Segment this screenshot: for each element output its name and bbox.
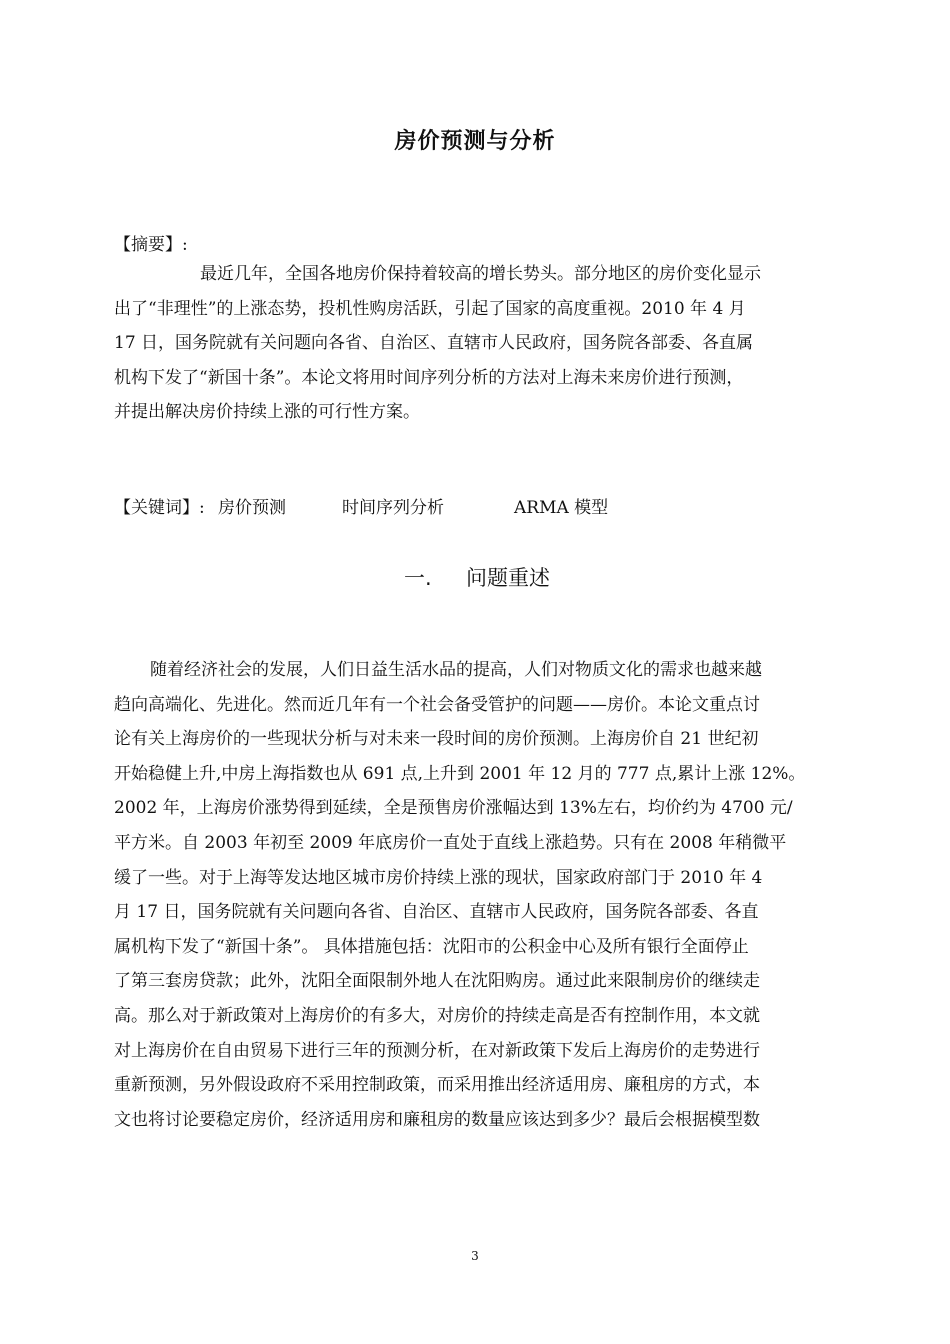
abstract-line: 最近几年，全国各地房价保持着较高的增长势头。部分地区的房价变化显示 xyxy=(200,264,761,284)
keyword-item: 时间序列分析 xyxy=(342,498,444,518)
keywords-label: 【关键词】: xyxy=(114,498,205,518)
section-number: 一. xyxy=(404,566,432,590)
section-heading xyxy=(0,562,950,592)
body-line: 高。那么对于新政策对上海房价的有多大，对房价的持续走高是否有控制作用，本文就 xyxy=(114,1005,760,1026)
page-number: 3 xyxy=(471,1249,479,1263)
abstract-line: 并提出解决房价持续上涨的可行性方案。 xyxy=(114,402,420,423)
document-title: 房价预测与分析 xyxy=(394,129,556,154)
abstract-line: 机构下发了“新国十条”。本论文将用时间序列分析的方法对上海未来房价进行预测， xyxy=(114,367,744,388)
abstract-label: 【摘要】: xyxy=(114,235,188,255)
body-line: 缓了一些。对于上海等发达地区城市房价持续上涨的现状，国家政府部门于 2010 年 4 xyxy=(114,867,763,888)
body-line: 属机构下发了“新国十条”。 具体措施包括：沈阳市的公积金中心及所有银行全面停止 xyxy=(114,936,749,957)
keywords-row xyxy=(114,493,608,518)
body-line: 开始稳健上升,中房上海指数也从 691 点,上升到 2001 年 12 月的 777 点,累计上涨 12%。 xyxy=(114,763,806,784)
abstract-body xyxy=(114,257,838,430)
keyword-item: 房价预测 xyxy=(218,498,286,518)
body-line: 2002 年，上海房价涨势得到延续，全是预售房价涨幅达到 13%左右，均价约为 4700 元/ xyxy=(114,798,793,819)
body-line: 对上海房价在自由贸易下进行三年的预测分析，在对新政策下发后上海房价的走势进行 xyxy=(114,1040,760,1061)
body-line: 平方米。自 2003 年初至 2009 年底房价一直处于直线上涨趋势。只有在 2008 年稍微平 xyxy=(114,832,787,853)
body-line: 随着经济社会的发展，人们日益生活水品的提高，人们对物质文化的需求也越来越 xyxy=(150,660,762,680)
keyword-item: ARMA 模型 xyxy=(514,498,609,518)
body-line: 论有关上海房价的一些现状分析与对未来一段时间的房价预测。上海房价自 21 世纪初 xyxy=(114,729,759,750)
section-title: 问题重述 xyxy=(466,566,550,590)
body-line: 重新预测，另外假设政府不采用控制政策，而采用推出经济适用房、廉租房的方式，本 xyxy=(114,1075,760,1096)
section-body xyxy=(114,653,838,1137)
body-line: 月 17 日，国务院就有关问题向各省、自治区、直辖市人民政府，国务院各部委、各直 xyxy=(114,902,759,923)
body-line: 了第三套房贷款；此外，沈阳全面限制外地人在沈阳购房。通过此来限制房价的继续走 xyxy=(114,971,760,992)
body-line: 文也将讨论要稳定房价，经济适用房和廉租房的数量应该达到多少？最后会根据模型数 xyxy=(114,1109,760,1130)
abstract-line: 17 日，国务院就有关问题向各省、自治区、直辖市人民政府，国务院各部委、各直属 xyxy=(114,333,754,354)
abstract-line: 出了“非理性”的上涨态势，投机性购房活跃，引起了国家的高度重视。2010 年 4 月 xyxy=(114,298,746,319)
body-line: 趋向高端化、先进化。然而近几年有一个社会备受管护的问题——房价。本论文重点讨 xyxy=(114,694,760,715)
